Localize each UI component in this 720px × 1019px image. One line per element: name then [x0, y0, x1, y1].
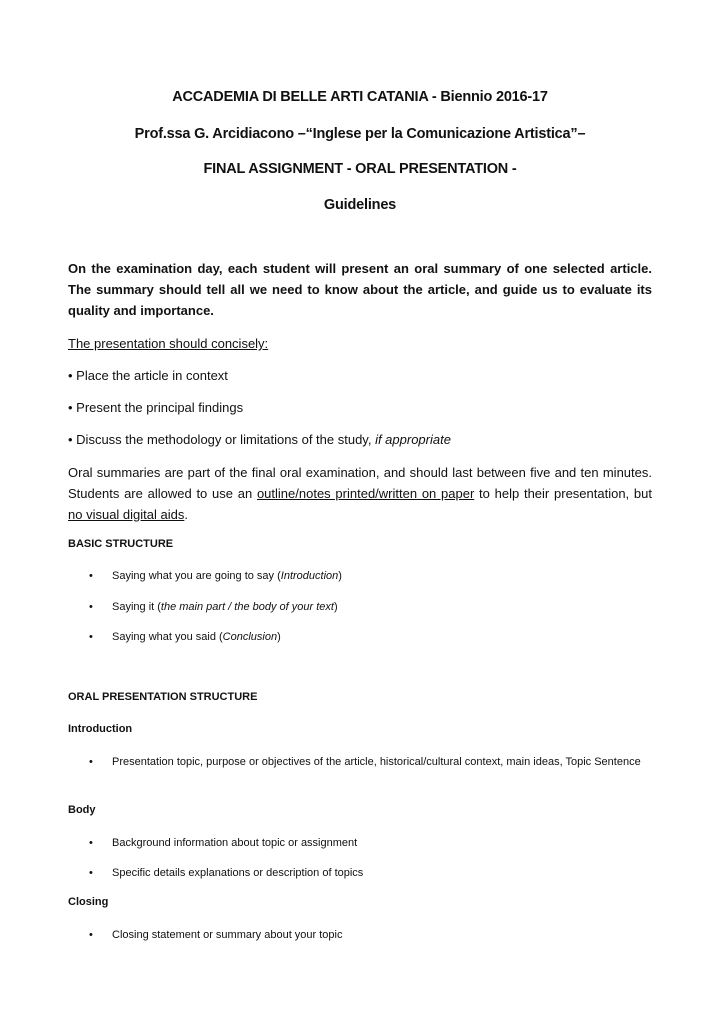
basic-item-text: Saying it (the main part / the body of your text) [112, 601, 338, 613]
bullet-icon: • [89, 631, 93, 643]
concise-item-findings [68, 397, 652, 418]
oral-structure-heading: ORAL PRESENTATION STRUCTURE [68, 691, 258, 703]
header-guidelines: Guidelines [323, 197, 397, 213]
header-professor-course: Prof.ssa G. Arcidiacono –“Inglese per la Comunicazione Artistica”– [134, 126, 586, 142]
body-heading: Body [68, 804, 96, 816]
closing-heading: Closing [68, 896, 109, 908]
bullet-icon: • [89, 601, 93, 613]
intro-paragraph: On the examination day, each student will present an oral summary of one selected article. The summary should tell all we need to know about the article, and guide us to evaluate its quality and importance. [68, 261, 652, 318]
header-institution: ACCADEMIA DI BELLE ARTI CATANIA - Biennio 2016-17 [172, 89, 548, 105]
oral-text-3: . [184, 507, 188, 522]
basic-item-text: Saying what you said (Conclusion) [112, 631, 281, 643]
concise-item-methodology [68, 429, 652, 450]
concise-item-text: • Discuss the methodology or limitations of the study, [68, 432, 376, 447]
oral-underline-no-aids: no visual digital aids [68, 507, 185, 522]
concise-item-text: • Present the principal findings [68, 400, 244, 415]
oral-underline-notes: outline/notes printed/written on paper [256, 486, 475, 501]
basic-structure-heading: BASIC STRUCTURE [68, 538, 174, 550]
oral-text-1: Oral summaries are part of the final oral examination, and should last between five and ten minutes. Students are allowed to use an [68, 465, 652, 501]
introduction-item-text: Presentation topic, purpose or objectives of the article, historical/cultural context, main ideas, Topic Sentence [112, 756, 641, 768]
concise-item-italic: if appropriate [375, 432, 451, 447]
concise-heading [68, 333, 652, 354]
concise-heading-text: The presentation should concisely: [68, 336, 269, 351]
introduction-heading: Introduction [68, 723, 133, 735]
bullet-icon: • [89, 929, 93, 941]
body-item-text: Background information about topic or assignment [112, 837, 358, 849]
bullet-icon: • [89, 837, 93, 849]
oral-text-2: to help their presentation, but [474, 486, 652, 501]
bullet-icon: • [89, 867, 93, 879]
header-assignment: FINAL ASSIGNMENT - ORAL PRESENTATION - [203, 161, 517, 177]
concise-item-context [68, 365, 652, 386]
basic-item-text: Saying what you are going to say (Introduction) [112, 570, 342, 582]
bullet-icon: • [89, 756, 93, 768]
concise-item-text: • Place the article in context [68, 368, 228, 383]
oral-summary-paragraph [68, 462, 652, 525]
closing-item-text: Closing statement or summary about your topic [112, 929, 343, 941]
bullet-icon: • [89, 570, 93, 582]
body-item-text: Specific details explanations or description of topics [112, 867, 364, 879]
